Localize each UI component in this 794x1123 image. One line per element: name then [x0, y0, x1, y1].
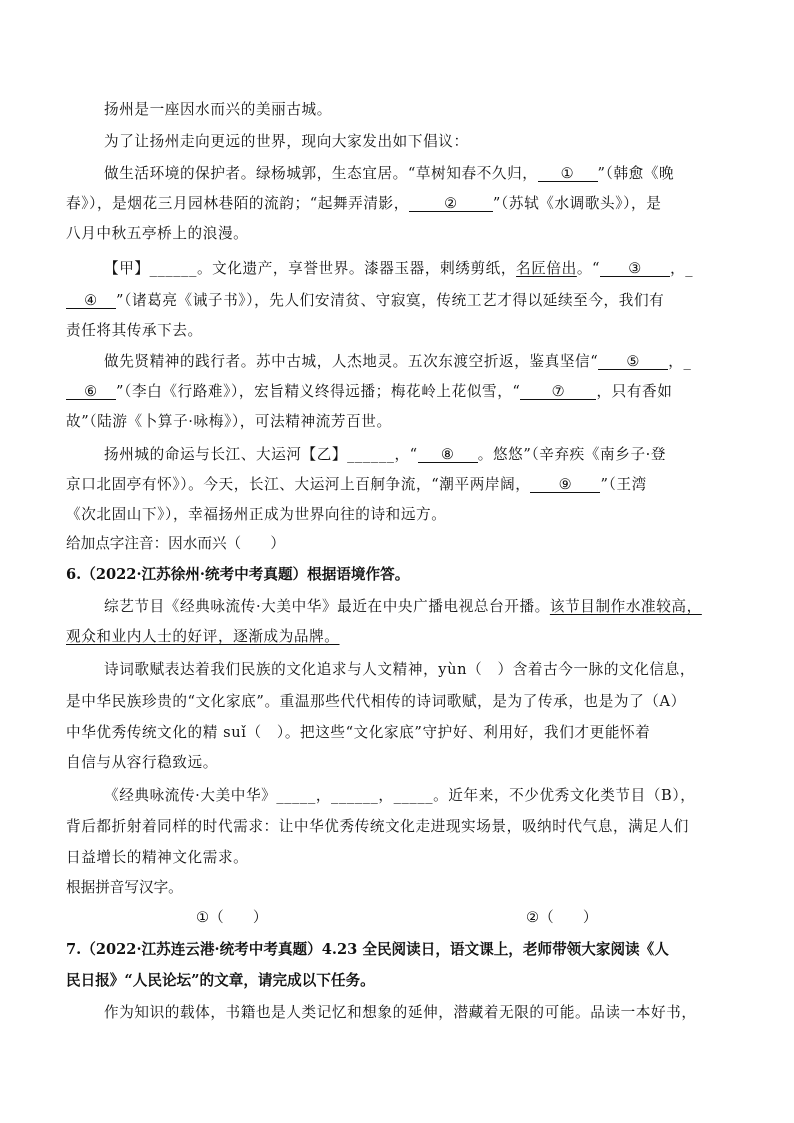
passage-line: 责任将其传承下去。 — [66, 322, 203, 339]
text-span: ”（诸葛亮《诫子书》），先人们安清贫、守寂寞，传统工艺才得以延续至今，我们有 — [116, 292, 665, 309]
text-span: ”（韩愈《晚 — [597, 165, 675, 182]
text-span: ”（苏轼《水调歌头》），是 — [492, 195, 662, 212]
passage-line — [66, 473, 647, 494]
answer-slot-1: ①（ ） — [196, 909, 268, 926]
blank-6: ⑥ — [66, 384, 116, 400]
blank-9: ⑨ — [530, 477, 600, 493]
passage-line: 诗词歌赋表达着我们民族的文化追求与人文精神，yùn（ ）含着古今一脉的文化信息， — [104, 661, 696, 678]
text-span: 。悠悠”（辛弃疾《南乡子·登 — [477, 446, 667, 463]
passage-line: 自信与从容行稳致远。 — [66, 754, 218, 771]
underlined-phrase: 名匠倍出 — [516, 260, 577, 277]
blank-1: ① — [538, 166, 598, 182]
blank-3: ③ — [600, 261, 670, 277]
passage-line: 《经典咏流传·大美中华》_____，______，_____。近年来，不少优秀文化类节目（B）， — [104, 787, 696, 804]
passage-line — [104, 443, 666, 464]
passage-line: 背后都折射着同样的时代需求：让中华优秀传统文化走进现实场景，吸纳时代气息，满足人们 — [66, 818, 689, 835]
passage-line — [104, 162, 674, 183]
blank-5: ⑤ — [598, 354, 668, 370]
text-span: ，_ — [668, 353, 692, 370]
passage-line — [66, 192, 661, 213]
blank-7: ⑦ — [520, 384, 596, 400]
passage-line: 作为知识的载体，书籍也是人类记忆和想象的延伸，潜藏着无限的可能。品读一本好书， — [104, 1004, 697, 1021]
passage-line: 《次北固山下》），幸福扬州正成为世界向往的诗和远方。 — [66, 506, 447, 523]
passage-line — [104, 350, 691, 371]
text-span: ”（李白《行路难》），宏旨精义终得远播；梅花岭上花似雪，“ — [116, 383, 521, 400]
text-span: 综艺节目《经典咏流传·大美中华》最近在中央广播电视总台开播。 — [104, 598, 550, 615]
passage-line — [104, 257, 693, 278]
passage-line — [66, 380, 672, 401]
blank-2: ② — [409, 196, 493, 212]
underlined-sentence: 该节目制作水准较高， — [549, 598, 702, 615]
passage-line: 是中华民族珍贵的“文化家底”。重温那些代代相传的诗词歌赋，是为了传承，也是为了（A） — [66, 693, 686, 710]
text-span: 做生活环境的保护者。绿杨城郭，生态宜居。“草树知春不久归， — [104, 165, 538, 182]
task-prompt: 给加点字注音：因水而兴（ ） — [66, 535, 285, 552]
underlined-sentence: 观众和业内人士的好评，逐渐成为品牌。 — [66, 628, 340, 645]
passage-line: 日益增长的精神文化需求。 — [66, 849, 249, 866]
text-span: 春》），是烟花三月园林巷陌的流韵；“起舞弄清影， — [66, 195, 409, 212]
passage-line: 为了让扬州走向更远的世界，现向大家发出如下倡议： — [104, 133, 469, 150]
passage-line: 中华优秀传统文化的精 suǐ（ ）。把这些“文化家底”守护好、利用好，我们才更能怀着 — [66, 724, 651, 741]
question-heading: 6.（2022·江苏徐州·统考中考真题）根据语境作答。 — [66, 566, 410, 583]
passage-line: 故”（陆游《卜算子·咏梅》），可法精神流芳百世。 — [66, 413, 392, 430]
task-prompt: 根据拼音写汉字。 — [66, 879, 183, 896]
passage-line: 八月中秋五亭桥上的浪漫。 — [66, 225, 249, 242]
blank-8: ⑧ — [418, 447, 478, 463]
text-span: 。“ — [576, 260, 601, 277]
passage-line — [66, 625, 340, 646]
passage-line: 扬州是一座因水而兴的美丽古城。 — [104, 101, 332, 118]
passage-line — [104, 595, 702, 616]
text-span: 做先贤精神的践行者。苏中古城，人杰地灵。五次东渡空折返，鉴真坚信“ — [104, 353, 599, 370]
text-span: ，只有香如 — [596, 383, 673, 400]
text-span: 扬州城的命运与长江、大运河【乙】______，“ — [104, 446, 418, 463]
text-span: ”（王湾 — [600, 476, 647, 493]
text-span: 京口北固亭有怀》）。今天，长江、大运河上百舸争流，“潮平两岸阔， — [66, 476, 531, 493]
answer-slot-2: ②（ ） — [526, 909, 598, 926]
text-span: ，_ — [670, 260, 694, 277]
blank-4: ④ — [66, 293, 116, 309]
text-span: 【甲】______。文化遗产，享誉世界。漆器玉器，剌绣剪纸， — [104, 260, 517, 277]
question-heading: 7.（2022·江苏连云港·统考中考真题）4.23 全民阅读日，语文课上，老师带领大家阅读《人 — [66, 941, 669, 958]
passage-line — [66, 289, 664, 310]
question-heading: 民日报》“人民论坛”的文章，请完成以下任务。 — [66, 972, 375, 989]
